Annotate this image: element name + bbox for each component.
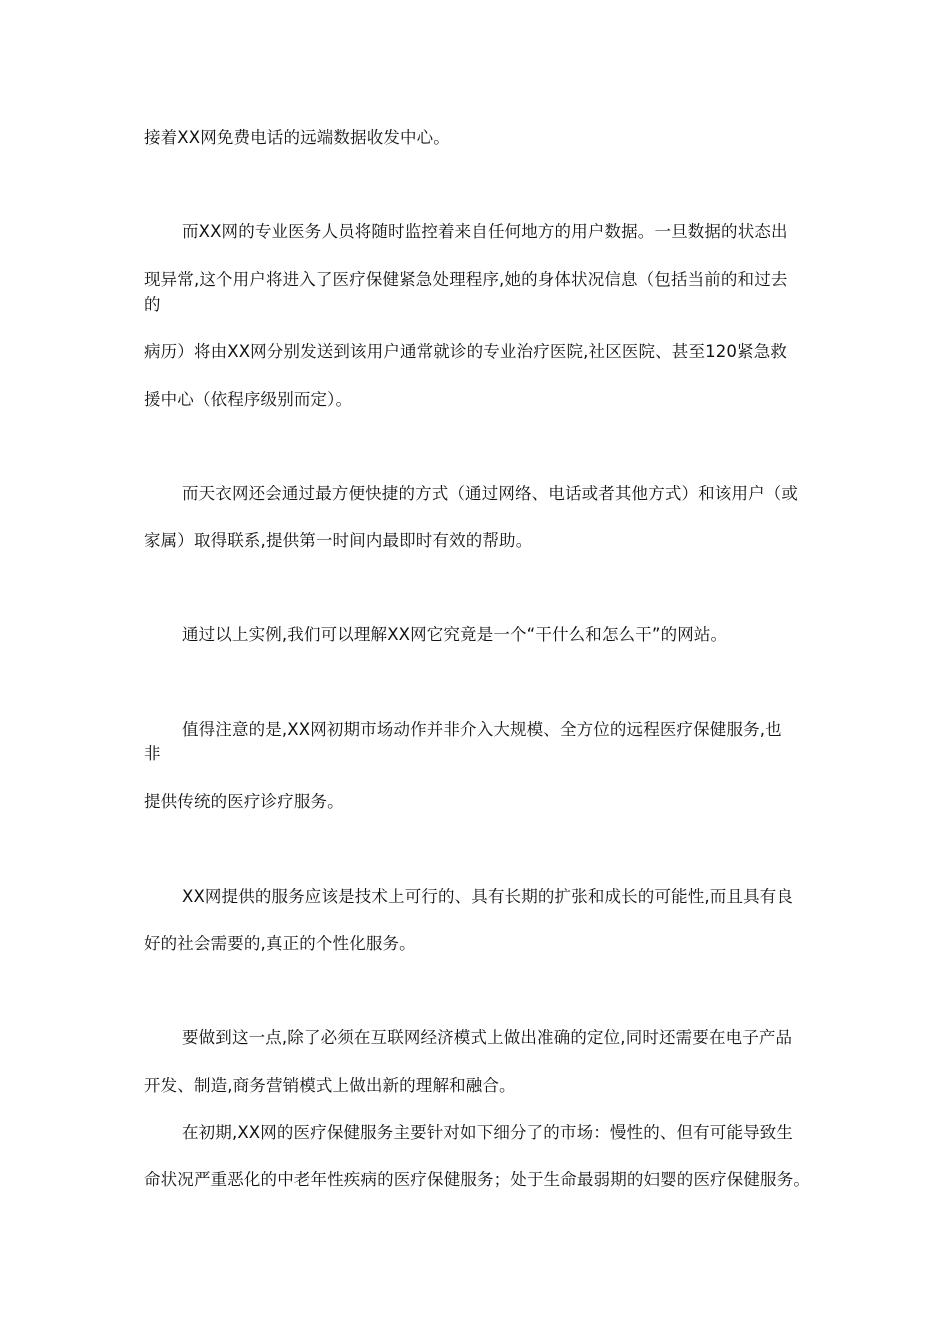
paragraph-start-line: XX网提供的服务应该是技术上可行的、具有长期的扩张和成长的可能性,而且具有良 [182, 887, 794, 906]
text-line: 援中心（依程序级别而定）。 [144, 390, 353, 409]
text-line: 接着XX网免费电话的远端数据收发中心。 [144, 128, 450, 147]
text-line: 开发、制造,商务营销模式上做出新的理解和融合。 [144, 1076, 516, 1095]
paragraph-start-line: 要做到这一点,除了必须在互联网经济模式上做出准确的定位,同时还需要在电子产品 [182, 1028, 793, 1047]
text-line: 非 [144, 744, 161, 763]
text-line: 的 [144, 295, 161, 314]
paragraph-start-line: 值得注意的是,XX网初期市场动作并非介入大规模、全方位的远程医疗保健服务,也 [182, 720, 782, 739]
paragraph-start-line: 而天衣网还会通过最方便快捷的方式（通过网络、电话或者其他方式）和该用户（或 [182, 484, 799, 503]
text-line: 提供传统的医疗诊疗服务。 [144, 792, 344, 811]
text-line: 病历）将由XX网分别发送到该用户通常就诊的专业治疗医院,社区医院、甚至120紧急救 [144, 342, 787, 361]
paragraph-start-line: 通过以上实例,我们可以理解XX网它究竟是一个“干什么和怎么干”的网站。 [182, 625, 728, 644]
paragraph-start-line: 而XX网的专业医务人员将随时监控着来自任何地方的用户数据。一旦数据的状态出 [182, 222, 788, 241]
text-line: 家属）取得联系,提供第一时间内最即时有效的帮助。 [144, 531, 533, 550]
text-line: 现异常,这个用户将进入了医疗保健紧急处理程序,她的身体状况信息（包括当前的和过去 [144, 270, 788, 289]
text-line: 好的社会需要的,真正的个性化服务。 [144, 934, 416, 953]
paragraph-start-line: 在初期,XX网的医疗保健服务主要针对如下细分了的市场：慢性的、但有可能导致生 [182, 1123, 794, 1142]
text-line: 命状况严重恶化的中老年性疾病的医疗保健服务；处于生命最弱期的妇婴的医疗保健服务。 [144, 1170, 810, 1189]
